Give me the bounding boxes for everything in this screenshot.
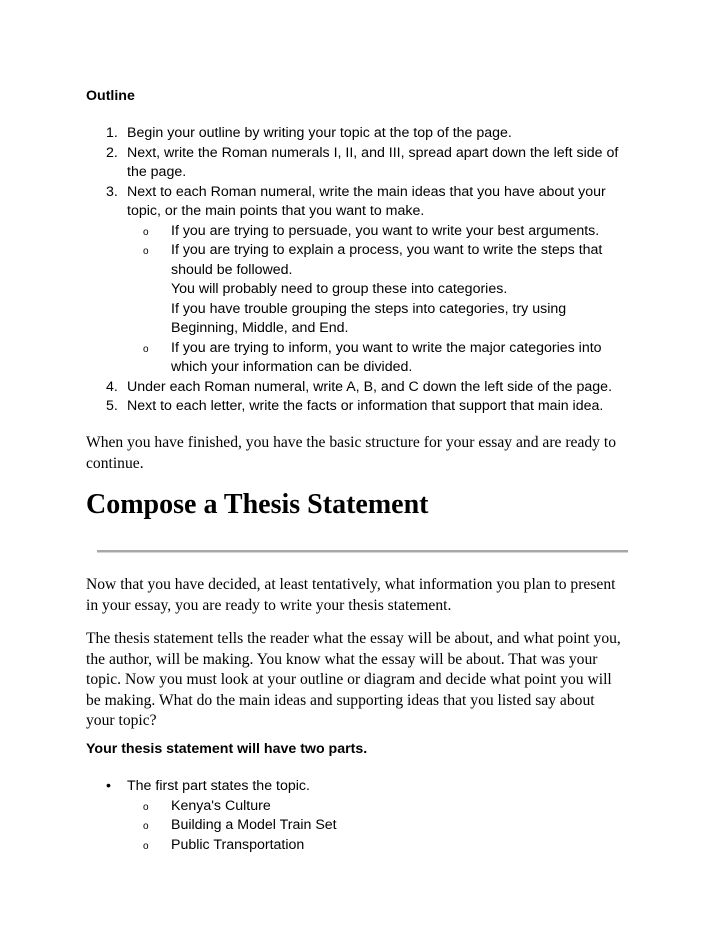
outline-list bbox=[86, 124, 656, 417]
step-number: 5. bbox=[106, 398, 118, 414]
circle-bullet-icon: o bbox=[143, 226, 149, 238]
step-text-line: topic, or the main points that you want to make. bbox=[127, 203, 425, 219]
outline-step-3 bbox=[86, 183, 656, 378]
paragraph-line: topic. Now you must look at your outline or diagram and decide what point you will bbox=[86, 671, 612, 688]
step-text-line: Begin your outline by writing your topic at the top of the page. bbox=[127, 125, 512, 141]
finished-paragraph bbox=[86, 433, 656, 474]
step-text-line: Under each Roman numeral, write A, B, and C down the left side of the page. bbox=[127, 378, 613, 395]
topic-example bbox=[127, 797, 656, 817]
thesis-heading: Compose a Thesis Statement bbox=[86, 489, 429, 520]
step-number: 1. bbox=[106, 125, 118, 141]
sub-item-explain bbox=[127, 241, 656, 339]
heading-divider bbox=[97, 550, 628, 553]
bullet-dot-icon: • bbox=[106, 778, 111, 794]
sub-item-line: should be followed. bbox=[171, 261, 293, 278]
topic-example-text: Kenya's Culture bbox=[171, 797, 271, 814]
sub-item-line: You will probably need to group these into categories. bbox=[171, 281, 508, 297]
circle-bullet-icon: o bbox=[143, 840, 149, 852]
circle-bullet-icon: o bbox=[143, 801, 149, 813]
outline-label: Outline bbox=[86, 88, 135, 104]
thesis-explanation-paragraph bbox=[86, 629, 656, 732]
step-text-line: Next to each letter, write the facts or information that support that main idea. bbox=[127, 398, 604, 414]
sub-item-line: which your information can be divided. bbox=[171, 359, 413, 375]
topic-example bbox=[127, 816, 656, 836]
step-text-line: the page. bbox=[127, 164, 187, 180]
outline-step-2 bbox=[86, 144, 656, 183]
paragraph-line: your topic? bbox=[86, 712, 157, 729]
paragraph-line: When you have finished, you have the basic structure for your essay and are ready to bbox=[86, 434, 616, 451]
sub-item-line: Beginning, Middle, and End. bbox=[171, 320, 349, 336]
paragraph-line: continue. bbox=[86, 454, 144, 472]
outline-step-5 bbox=[86, 397, 656, 417]
topic-examples-list bbox=[127, 797, 656, 856]
step-number: 2. bbox=[106, 144, 118, 161]
two-parts-label: Your thesis statement will have two parts. bbox=[86, 741, 368, 757]
sub-item-line: If you have trouble grouping the steps into categories, try using bbox=[171, 300, 567, 317]
topic-example bbox=[127, 836, 656, 856]
thesis-parts-list bbox=[86, 777, 656, 855]
circle-bullet-icon: o bbox=[143, 343, 149, 355]
circle-bullet-icon: o bbox=[143, 821, 149, 832]
topic-example-text: Building a Model Train Set bbox=[171, 817, 337, 833]
paragraph-line: The thesis statement tells the reader what the essay will be about, and what point you, bbox=[86, 630, 621, 647]
step-text-line: Next to each Roman numeral, write the main ideas that you have about your bbox=[127, 183, 606, 200]
step-number: 4. bbox=[106, 378, 118, 395]
paragraph-line: in your essay, you are ready to write your thesis statement. bbox=[86, 596, 452, 614]
paragraph-line: the author, will be making. You know what the essay will be about. That was your bbox=[86, 650, 598, 668]
paragraph-line: Now that you have decided, at least tentatively, what information you plan to present bbox=[86, 576, 616, 593]
bullet-text: The first part states the topic. bbox=[127, 778, 310, 794]
sub-item-inform bbox=[127, 339, 656, 378]
bullet-item-topic bbox=[86, 777, 656, 855]
topic-example-text: Public Transportation bbox=[171, 836, 305, 853]
circle-bullet-icon: o bbox=[143, 246, 149, 257]
thesis-intro-paragraph bbox=[86, 575, 656, 616]
sub-item-line: If you are trying to inform, you want to write the major categories into bbox=[171, 339, 602, 356]
outline-step-4 bbox=[86, 378, 656, 398]
outline-step-1 bbox=[86, 124, 656, 144]
sub-item-line: If you are trying to explain a process, you want to write the steps that bbox=[171, 242, 603, 258]
paragraph-line: be making. What do the main ideas and supporting ideas that you listed say about bbox=[86, 691, 595, 709]
step-text-line: Next, write the Roman numerals I, II, and III, spread apart down the left side of bbox=[127, 144, 619, 161]
sub-item-line: If you are trying to persuade, you want to write your best arguments. bbox=[171, 222, 600, 239]
sub-item-persuade bbox=[127, 222, 656, 242]
step-number: 3. bbox=[106, 183, 118, 200]
step-3-sublist bbox=[127, 222, 656, 378]
